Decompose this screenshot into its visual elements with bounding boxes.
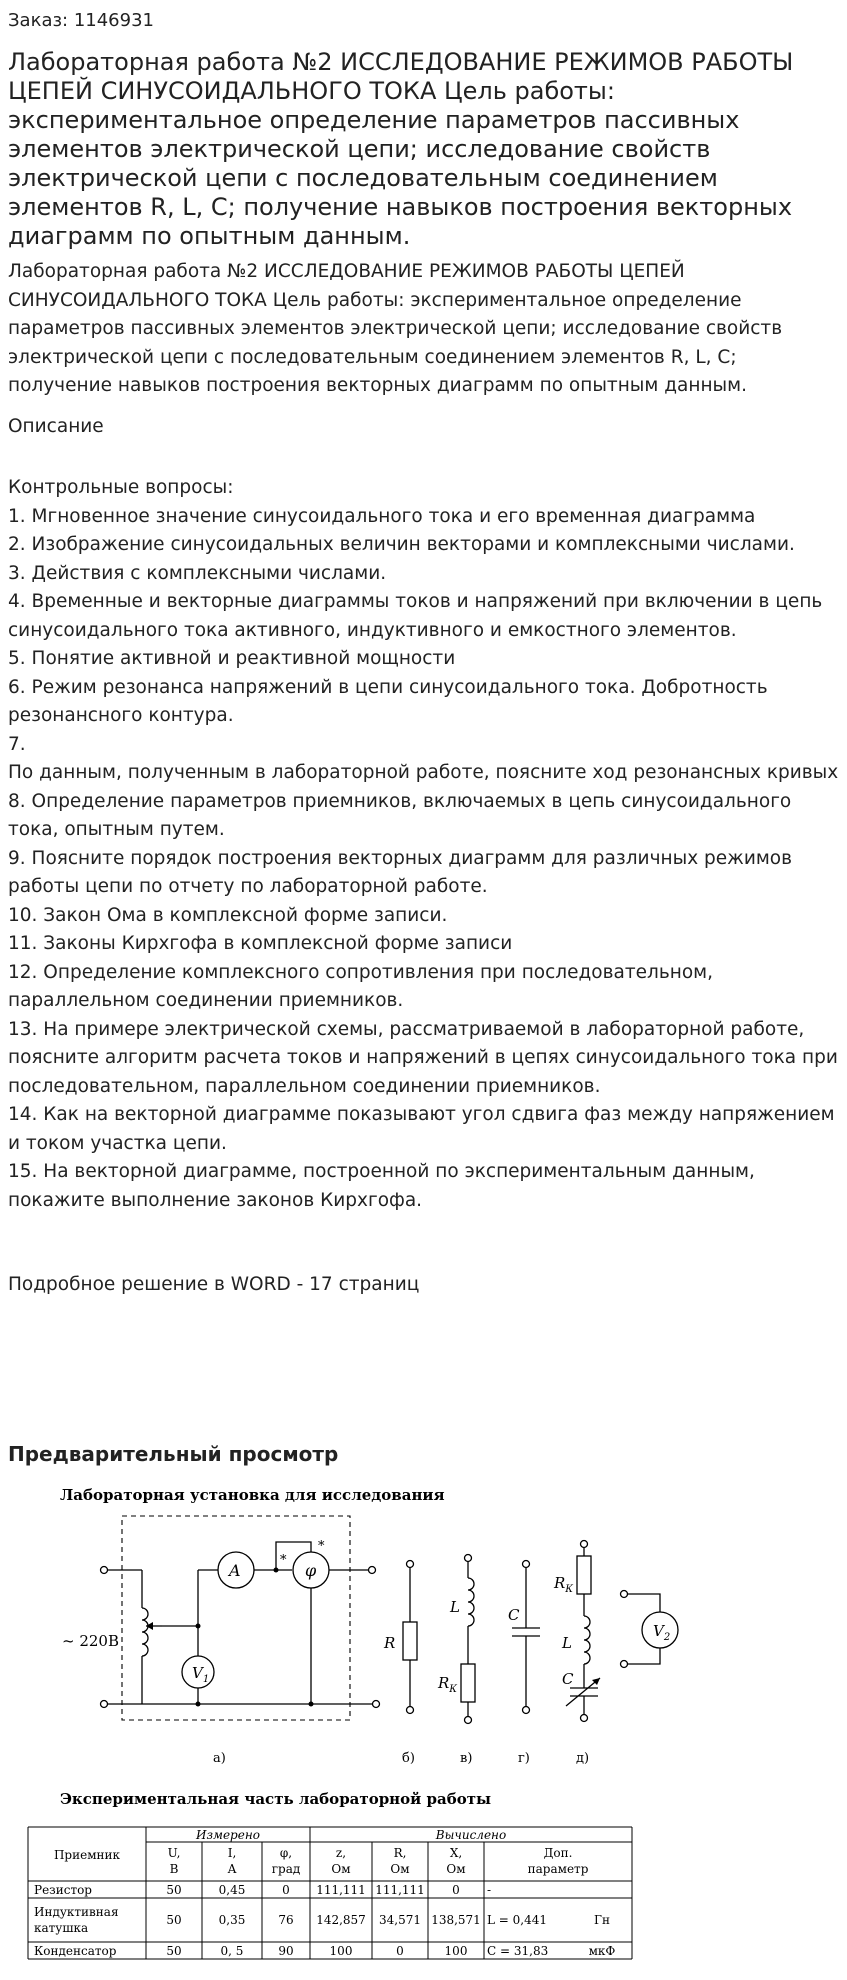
- svg-text:мкФ: мкФ: [588, 1944, 616, 1958]
- circuit-series-rlc: [553, 1541, 678, 1722]
- svg-text:RК: $R_К$: [438, 1674, 458, 1695]
- svg-text:Вычислено: Вычислено: [435, 1828, 507, 1842]
- svg-text:Ом: Ом: [331, 1862, 351, 1876]
- svg-text:90: 90: [278, 1944, 294, 1958]
- svg-text:34,571: 34,571: [379, 1913, 421, 1927]
- body-text: Лабораторная работа №2 ИССЛЕДОВАНИЕ РЕЖИМОВ РАБОТЫ ЦЕПЕЙ СИНУСОИДАЛЬНОГО ТОКА Цель работы: экспериментальное определение параметров пассивных элементов электрической цепи; исследование свойств электрической цепи с последовательным соединением элементов R, L, C; получение навыков построения векторных диаграмм по опытным данным.: [8, 261, 783, 396]
- svg-text:z,: z,: [335, 1846, 347, 1860]
- svg-text:50: 50: [166, 1883, 182, 1897]
- svg-text:0,45: 0,45: [218, 1883, 246, 1897]
- list-item: 6. Режим резонанса напряжений в цепи синусоидального тока. Добротность резонансного контура.: [8, 676, 768, 726]
- svg-text:*: *: [280, 1553, 287, 1568]
- order-number: Заказ: 1146931: [8, 10, 154, 31]
- experiment-caption: Экспериментальная часть лабораторной работы: [60, 1790, 492, 1808]
- svg-text:Измерено: Измерено: [196, 1828, 260, 1842]
- fig-label: г): [518, 1751, 530, 1766]
- fig-label: в): [460, 1751, 473, 1766]
- svg-text:L: L: [562, 1634, 572, 1652]
- svg-text:Резистор: Резистор: [34, 1883, 92, 1897]
- page-title: Лабораторная работа №2 ИССЛЕДОВАНИЕ РЕЖИМОВ РАБОТЫ ЦЕПЕЙ СИНУСОИДАЛЬНОГО ТОКА Цель работы: экспериментальное определение параметров пассивных элементов электрической цепи; исследование свойств электрической цепи с последовательным соединением элементов R, L, C; получение навыков построения векторных диаграмм по опытным данным.: [8, 48, 794, 250]
- list-item: 10. Закон Ома в комплексной форме записи.: [8, 904, 448, 926]
- list-item: По данным, полученным в лабораторной работе, поясните ход резонансных кривых: [8, 762, 839, 783]
- solution-note: Подробное решение в WORD - 17 страниц: [8, 1274, 420, 1295]
- svg-text:Конденсатор: Конденсатор: [34, 1944, 117, 1958]
- svg-text:град: град: [271, 1862, 301, 1876]
- svg-text:А: А: [227, 1862, 237, 1876]
- svg-text:Доп.: Доп.: [543, 1846, 573, 1860]
- svg-text:-: -: [487, 1883, 492, 1897]
- svg-text:A: A: [229, 1561, 241, 1580]
- preview-heading: Предварительный просмотр: [8, 1442, 339, 1466]
- list-item: 1. Мгновенное значение синусоидального тока и его временная диаграмма: [8, 505, 756, 527]
- svg-text:C: C: [562, 1670, 574, 1688]
- svg-text:Ом: Ом: [446, 1862, 466, 1876]
- svg-text:L: L: [450, 1598, 460, 1616]
- list-item: 13. На примере электрической схемы, рассматриваемой в лабораторной работе, поясните алгоритм расчета токов и напряжений в цепях синусоидального тока при последовательном, параллельном соединении приемников.: [8, 1018, 838, 1097]
- svg-text:катушка: катушка: [34, 1921, 89, 1935]
- svg-text:В: В: [169, 1862, 179, 1876]
- svg-text:φ: φ: [305, 1561, 317, 1580]
- svg-text:C = 31,83: C = 31,83: [487, 1944, 549, 1958]
- svg-text:I,: I,: [227, 1846, 237, 1860]
- svg-text:Приемник: Приемник: [53, 1848, 121, 1862]
- svg-text:76: 76: [278, 1913, 294, 1927]
- svg-text:111,111: 111,111: [316, 1883, 366, 1897]
- list-item: 15. На векторной диаграмме, построенной по экспериментальным данным, покажите выполнение законов Кирхгофа.: [8, 1161, 755, 1211]
- svg-text:50: 50: [166, 1944, 182, 1958]
- questions-heading: Контрольные вопросы:: [8, 477, 234, 498]
- svg-text:0, 5: 0, 5: [220, 1944, 244, 1958]
- circuit-resistor: [383, 1561, 417, 1714]
- svg-text:U,: U,: [167, 1846, 181, 1860]
- svg-text:L = 0,441: L = 0,441: [487, 1913, 548, 1927]
- circuit-main: [62, 1516, 380, 1720]
- svg-text:0: 0: [396, 1944, 404, 1958]
- svg-text:~ 220В: ~ 220В: [62, 1632, 119, 1650]
- description-label: Описание: [8, 416, 104, 437]
- setup-dashed-frame: [122, 1516, 350, 1720]
- svg-text:X,: X,: [449, 1846, 463, 1860]
- list-item: 3. Действия с комплексными числами.: [8, 562, 387, 584]
- svg-text:100: 100: [329, 1944, 353, 1958]
- svg-text:100: 100: [444, 1944, 468, 1958]
- list-item: 5. Понятие активной и реактивной мощности: [8, 648, 456, 669]
- svg-text:R: R: [384, 1634, 396, 1652]
- svg-text:Гн: Гн: [594, 1913, 610, 1927]
- list-item: 11. Законы Кирхгофа в комплексной форме записи: [8, 933, 513, 954]
- svg-text:111,111: 111,111: [375, 1883, 425, 1897]
- list-item: 14. Как на векторной диаграмме показывают угол сдвига фаз между напряжением и током участка цепи.: [8, 1104, 835, 1154]
- svg-text:Индуктивная: Индуктивная: [34, 1905, 119, 1919]
- svg-text:V2: $V_2$: [653, 1622, 671, 1643]
- svg-text:C: C: [508, 1606, 520, 1624]
- svg-text:0,35: 0,35: [218, 1913, 246, 1927]
- list-item: 9. Поясните порядок построения векторных диаграмм для различных режимов работы цепи по отчету по лабораторной работе.: [8, 847, 793, 897]
- svg-text:параметр: параметр: [527, 1862, 589, 1876]
- questions-list: [8, 474, 843, 1215]
- svg-text:RК: $R_К$: [554, 1574, 574, 1595]
- svg-text:R,: R,: [393, 1846, 407, 1860]
- svg-text:φ,: φ,: [279, 1846, 293, 1860]
- svg-text:50: 50: [166, 1913, 182, 1927]
- svg-text:*: *: [318, 1539, 325, 1554]
- list-item: 2. Изображение синусоидальных величин векторами и комплексными числами.: [8, 534, 795, 555]
- preview-scan: [0, 1478, 847, 1980]
- svg-text:138,571: 138,571: [431, 1913, 481, 1927]
- list-item: 8. Определение параметров приемников, включаемых в цепь синусоидального тока, опытным путем.: [8, 790, 792, 840]
- circuit-inductor: [437, 1555, 475, 1724]
- list-item: 12. Определение комплексного сопротивления при последовательном, параллельном соединении приемников.: [8, 961, 713, 1011]
- fig-label: а): [213, 1751, 226, 1766]
- list-item: 7.: [8, 733, 26, 755]
- fig-label: д): [576, 1751, 590, 1766]
- svg-text:0: 0: [452, 1883, 460, 1897]
- svg-text:0: 0: [282, 1883, 290, 1897]
- svg-text:Ом: Ом: [390, 1862, 410, 1876]
- setup-caption: Лабораторная установка для исследования: [60, 1486, 445, 1504]
- list-item: 4. Временные и векторные диаграммы токов и напряжений при включении в цепь синусоидального тока активного, индуктивного и емкостного элементов.: [8, 591, 823, 641]
- document-preview: [0, 1478, 847, 1980]
- fig-label: б): [402, 1751, 415, 1766]
- svg-text:142,857: 142,857: [316, 1913, 366, 1927]
- svg-text:V1: $V_1$: [192, 1664, 210, 1685]
- circuit-capacitor: [508, 1561, 540, 1714]
